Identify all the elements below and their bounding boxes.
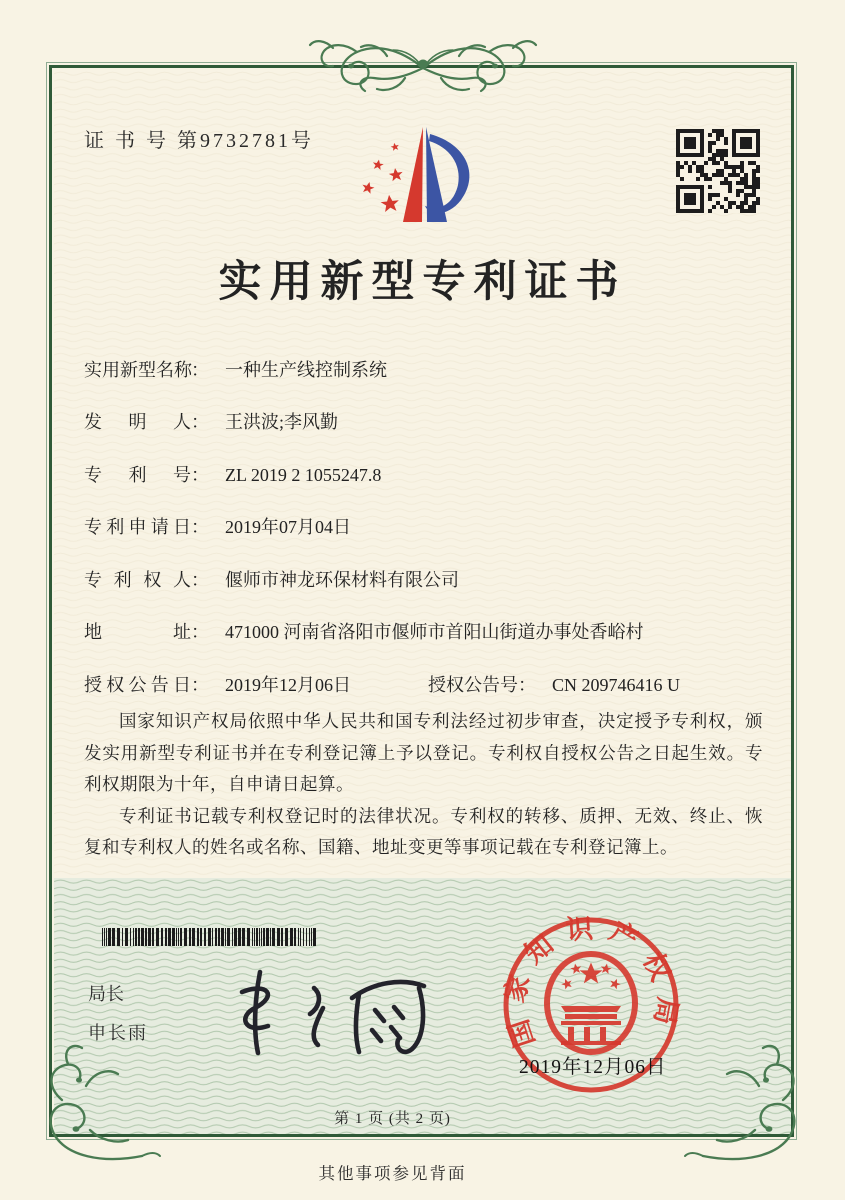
field-label: 发明人 (84, 412, 191, 432)
field-row-inventor (84, 408, 338, 434)
field-label: 专利号 (84, 465, 191, 485)
legal-body-text (84, 706, 763, 864)
field-colon: ： (191, 465, 209, 485)
director-name-label: 申长雨 (88, 1023, 148, 1043)
field-label: 实用新型名称 (84, 360, 192, 380)
field-row-grant (84, 671, 681, 697)
field-label: 授权公告号 (428, 675, 518, 695)
certificate-title: 实用新型专利证书 (218, 259, 627, 306)
field-label: 专利权人 (84, 570, 191, 590)
svg-text:国家知识产权局 (499, 913, 683, 1051)
field-label: 专利申请日 (84, 517, 191, 537)
barcode (102, 928, 320, 946)
field-row-address (84, 618, 644, 644)
field-label: 地址 (84, 622, 191, 642)
field-value: 王洪波;李风勤 (225, 412, 339, 432)
field-colon: ： (191, 412, 209, 432)
field-value: 偃师市神龙环保材料有限公司 (225, 570, 459, 590)
seal-date: 2019年12月06日 (519, 1057, 667, 1078)
grant-no-group (428, 671, 680, 697)
certificate-number: 证 书 号 第9732781号 (84, 130, 314, 152)
field-row-patentee (84, 566, 459, 592)
body-paragraph-1: 国家知识产权局依照中华人民共和国专利法经过初步审查，决定授予专利权，颁发实用新型专利证书并在专利登记簿上予以登记。专利权自授权公告之日起生效。专利权期限为十年，自申请日起算。 (84, 711, 763, 794)
field-colon: ： (191, 570, 209, 590)
seal-text: 国家知识产权局 (499, 912, 684, 1051)
field-value: ZL 2019 2 1055247.8 (225, 465, 382, 485)
field-label: 授权公告日 (84, 675, 191, 695)
page-number-note: 第 1 页 (共 2 页) (334, 1111, 451, 1127)
field-colon: ： (191, 517, 209, 537)
field-row-filing-date (84, 513, 351, 539)
field-row-patent-no (84, 461, 381, 487)
field-colon: ： (191, 675, 209, 695)
director-signature (222, 950, 444, 1065)
field-value: 2019年07月04日 (225, 517, 351, 537)
director-title-label: 局长 (88, 984, 124, 1004)
field-colon: ： (191, 622, 209, 642)
qr-code (676, 129, 760, 213)
cnipa-logo-icon (352, 122, 484, 228)
top-ornament-flourish (287, 34, 559, 98)
body-paragraph-2: 专利证书记载专利权登记时的法律状况。专利权的转移、质押、无效、终止、恢复和专利权人的姓名或名称、国籍、地址变更等事项记载在专利登记簿上。 (84, 805, 763, 857)
back-side-note: 其他事项参见背面 (318, 1164, 467, 1183)
grant-date-value: 2019年12月06日 (225, 675, 351, 695)
field-row-name (84, 356, 387, 382)
field-value: 471000 河南省洛阳市偃师市首阳山街道办事处香峪村 (225, 622, 644, 642)
grant-no-value: CN 209746416 U (552, 675, 681, 695)
field-value: 一种生产线控制系统 (225, 360, 387, 380)
field-colon: ： (518, 675, 536, 695)
field-colon: ： (191, 360, 209, 380)
